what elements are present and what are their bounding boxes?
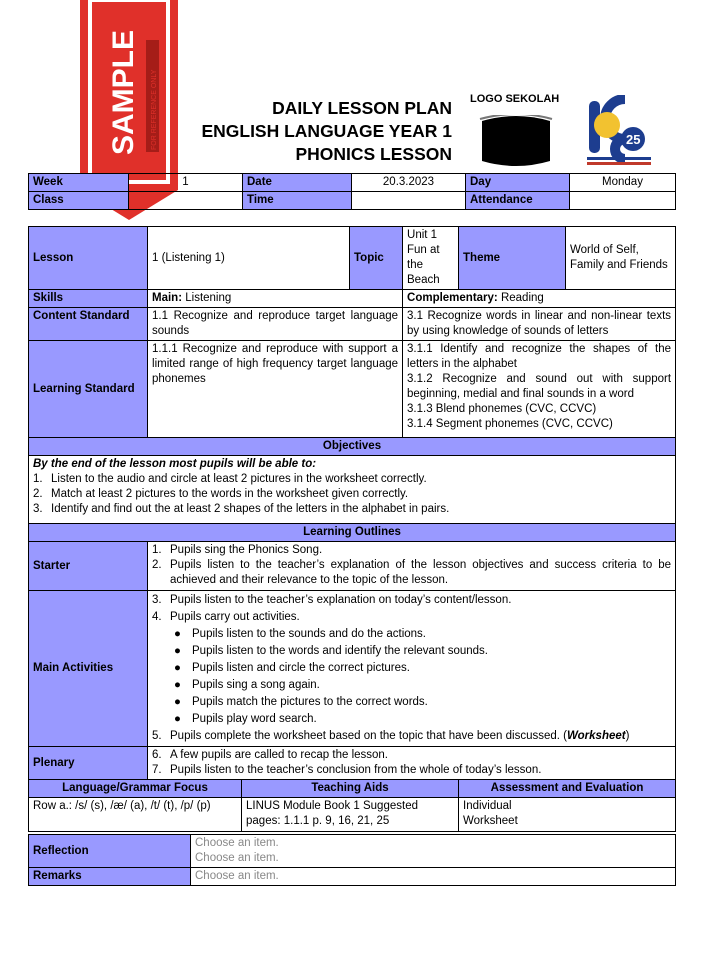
week-label: Week	[29, 174, 129, 192]
assessment-value	[459, 798, 676, 832]
main-activities-list-end	[152, 728, 671, 745]
activity-bullet: ● Pupils match the pictures to the correct words.	[174, 696, 428, 708]
title-line-2: ENGLISH LANGUAGE YEAR 1	[201, 121, 452, 141]
learning-standard-comp-item: 3.1.3 Blend phonemes (CVC, CCVC)	[407, 403, 597, 415]
learning-standard-comp-item: 3.1.1 Identify and recognize the shapes of the letters in the alphabet	[407, 343, 672, 370]
watermark-sub-text: FOR REFERENCE ONLY	[151, 69, 158, 150]
activity-bullet: ● Pupils listen and circle the correct pictures.	[174, 662, 410, 674]
assessment-value-1: Individual	[463, 800, 512, 812]
topic-value[interactable]: Unit 1 Fun at the Beach	[403, 227, 459, 290]
theme-label: Theme	[459, 227, 566, 290]
reflection-table	[28, 834, 676, 886]
starter-item: 2. Pupils listen to the teacher’s explanation of the lesson objectives and success criteria to be achieved and their relevance to the topic of the lesson.	[152, 559, 672, 586]
objectives-heading: Objectives	[29, 438, 676, 456]
lesson-table	[28, 226, 676, 832]
skills-label: Skills	[29, 290, 148, 308]
header-table	[28, 173, 676, 210]
remarks-choice[interactable]: Choose an item.	[191, 868, 676, 886]
class-label: Class	[29, 192, 129, 210]
skills-comp-value: Reading	[497, 292, 544, 304]
time-label: Time	[243, 192, 352, 210]
class-value[interactable]	[129, 192, 243, 210]
content-standard-comp: 3.1 Recognize words in linear and non-linear texts by using knowledge of sounds of letters	[403, 308, 676, 341]
lesson-value[interactable]: 1 (Listening 1)	[148, 227, 350, 290]
grammar-focus-value: Row a.: /s/ (s), /æ/ (a), /t/ (t), /p/ (p)	[29, 798, 242, 832]
assessment-value-2: Worksheet	[463, 815, 518, 827]
skills-main-label: Main:	[152, 292, 183, 304]
logo-label: LOGO SEKOLAH	[470, 93, 560, 105]
activity-bullet: ● Pupils sing a song again.	[174, 679, 320, 691]
teaching-aids-value: LINUS Module Book 1 Suggested pages: 1.1.1 p. 9, 16, 21, 25	[242, 798, 459, 832]
learning-outlines-heading: Learning Outlines	[29, 524, 676, 542]
objective-item: 3. Identify and find out the at least 2 shapes of the letters in the alphabet in pairs.	[33, 503, 450, 515]
main-activity-item: 4. Pupils carry out activities.	[152, 611, 300, 623]
main-activities-list	[152, 592, 671, 626]
objectives-body	[29, 456, 676, 524]
reflection-choice[interactable]: Choose an item.	[195, 837, 279, 849]
week-value[interactable]: 1	[129, 174, 243, 192]
main-activities-label: Main Activities	[29, 591, 148, 747]
learning-standard-main: 1.1.1 Recognize and reproduce with support a limited range of high frequency target language phonemes	[148, 341, 403, 438]
reflection-choice[interactable]: Choose an item.	[195, 852, 279, 864]
topic-label-cell: Topic	[350, 227, 403, 290]
main-activity-item: 5. Pupils complete the worksheet based on the topic that have been discussed. (Worksheet)	[152, 730, 630, 742]
watermark-main-text: SAMPLE	[107, 29, 140, 155]
document-title	[190, 97, 452, 166]
objectives-intro: By the end of the lesson most pupils will be able to:	[33, 458, 317, 470]
activity-bullet: ● Pupils listen to the words and identify the relevant sounds.	[174, 645, 488, 657]
day-label: Day	[466, 174, 570, 192]
activity-bullets	[152, 626, 671, 728]
main-activity-item: 3. Pupils listen to the teacher’s explanation on today’s content/lesson.	[152, 594, 512, 606]
starter-item: 1. Pupils sing the Phonics Song.	[152, 544, 323, 556]
plenary-label: Plenary	[29, 747, 148, 780]
content-standard-main: 1.1 Recognize and reproduce target language sounds	[148, 308, 403, 341]
reflection-value[interactable]	[191, 835, 676, 868]
school-logo-number: 25	[626, 132, 641, 147]
activity-bullet: ● Pupils listen to the sounds and do the actions.	[174, 628, 427, 640]
skills-complementary	[403, 290, 676, 308]
plenary-list	[152, 748, 671, 778]
plenary-item: 6. A few pupils are called to recap the lesson.	[152, 749, 389, 761]
plenary-body	[148, 747, 676, 780]
skills-main-value: Listening	[182, 292, 232, 304]
learning-standard-comp	[403, 341, 676, 438]
starter-body	[148, 542, 676, 591]
objective-item: 1. Listen to the audio and circle at least 2 pictures in the worksheet correctly.	[33, 473, 427, 485]
date-value[interactable]: 20.3.2023	[352, 174, 466, 192]
date-label: Date	[243, 174, 352, 192]
main-activities-body	[148, 591, 676, 747]
school-logo	[585, 95, 653, 169]
plenary-item: 7. Pupils listen to the teacher’s conclusion from the whole of today’s lesson.	[152, 764, 542, 776]
day-value[interactable]: Monday	[570, 174, 676, 192]
objectives-list	[33, 472, 671, 517]
objective-item: 2. Match at least 2 pictures to the words in the worksheet given correctly.	[33, 488, 409, 500]
time-value[interactable]	[352, 192, 466, 210]
skills-main	[148, 290, 403, 308]
starter-list	[152, 543, 671, 588]
assessment-label: Assessment and Evaluation	[459, 780, 676, 798]
title-line-1: DAILY LESSON PLAN	[272, 98, 452, 118]
activity-bullet: ● Pupils play word search.	[174, 713, 317, 725]
learning-standard-comp-item: 3.1.2 Recognize and sound out with support beginning, medial and final sounds in a word	[407, 373, 672, 400]
grammar-focus-label: Language/Grammar Focus	[29, 780, 242, 798]
shield-icon	[478, 115, 554, 167]
title-line-3: PHONICS LESSON	[295, 144, 452, 164]
theme-value[interactable]: World of Self, Family and Friends	[566, 227, 676, 290]
content-standard-label: Content Standard	[29, 308, 148, 341]
attendance-label: Attendance	[466, 192, 570, 210]
learning-standard-label: Learning Standard	[29, 341, 148, 438]
skills-comp-label: Complementary:	[407, 292, 498, 304]
learning-standard-comp-item: 3.1.4 Segment phonemes (CVC, CCVC)	[407, 418, 613, 430]
remarks-label: Remarks	[29, 868, 191, 886]
starter-label: Starter	[29, 542, 148, 591]
attendance-value[interactable]	[570, 192, 676, 210]
reflection-label: Reflection	[29, 835, 191, 868]
lesson-label: Lesson	[29, 227, 148, 290]
teaching-aids-label: Teaching Aids	[242, 780, 459, 798]
